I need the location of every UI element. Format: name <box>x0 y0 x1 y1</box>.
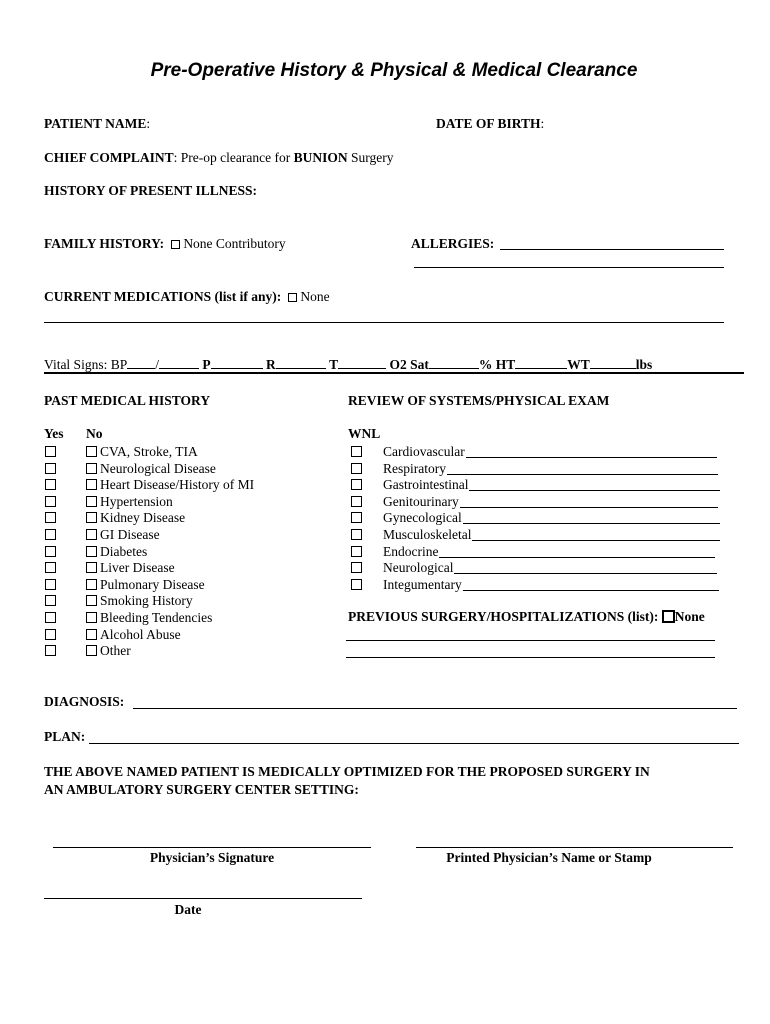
ros-notes-line[interactable] <box>439 557 715 558</box>
pmh-item-label: GI Disease <box>100 527 160 542</box>
page-title: Pre-Operative History & Physical & Medical Clearance <box>150 60 638 81</box>
ros-wnl-checkbox[interactable] <box>351 479 362 490</box>
ros-wnl-checkbox[interactable] <box>351 496 362 507</box>
temperature-label: T <box>329 357 339 372</box>
previous-surgery-option-label: None <box>674 609 705 624</box>
diagnosis-label: DIAGNOSIS: <box>44 694 125 709</box>
pmh-item-label: Bleeding Tendencies <box>100 610 213 625</box>
pmh-no-checkbox[interactable] <box>86 562 97 573</box>
pmh-no-checkbox[interactable] <box>86 479 97 490</box>
ros-wnl-checkbox[interactable] <box>351 446 362 457</box>
pmh-yes-checkbox[interactable] <box>45 595 56 606</box>
ros-notes-line[interactable] <box>466 457 717 458</box>
printed-name-line[interactable] <box>416 847 733 848</box>
printed-name-label: Printed Physician’s Name or Stamp <box>446 850 652 865</box>
height-field[interactable] <box>515 368 567 369</box>
weight-field[interactable] <box>590 368 636 369</box>
current-medications <box>44 289 330 305</box>
ros-wnl-checkbox[interactable] <box>351 463 362 474</box>
respiration-field[interactable] <box>276 368 326 369</box>
allergies-line-1[interactable] <box>500 249 724 250</box>
vital-signs-label: Vital Signs: <box>44 357 108 372</box>
previous-surgery-line-1[interactable] <box>346 640 715 641</box>
date-line[interactable] <box>44 898 362 899</box>
pmh-no-checkbox[interactable] <box>86 463 97 474</box>
ros-item-label: Genitourinary <box>383 494 459 509</box>
pmh-item-label: Hypertension <box>100 494 173 509</box>
medications-none-checkbox[interactable] <box>288 293 297 302</box>
pmh-yes-checkbox[interactable] <box>45 579 56 590</box>
pmh-item-label: CVA, Stroke, TIA <box>100 444 198 459</box>
pmh-yes-checkbox[interactable] <box>45 446 56 457</box>
pmh-item-label: Alcohol Abuse <box>100 627 181 642</box>
pmh-item-label: Pulmonary Disease <box>100 577 205 592</box>
temperature-field[interactable] <box>338 368 386 369</box>
chief-complaint: CHIEF COMPLAINT: Pre-op clearance for BUNION Surgery <box>44 150 394 165</box>
ros-item-label: Gynecological <box>383 510 462 525</box>
physician-signature-line[interactable] <box>53 847 371 848</box>
pmh-item-label: Kidney Disease <box>100 510 186 525</box>
pulse-label: P <box>202 357 211 372</box>
family-history-none-checkbox[interactable] <box>171 240 180 249</box>
date-of-birth-label: DATE OF BIRTH <box>436 116 541 131</box>
pmh-item-label: Smoking History <box>100 593 193 608</box>
family-history-label: FAMILY HISTORY: <box>44 236 165 251</box>
ros-item-label: Cardiovascular <box>383 444 465 459</box>
ros-wnl-checkbox[interactable] <box>351 512 362 523</box>
clearance-statement-line-1: THE ABOVE NAMED PATIENT IS MEDICALLY OPTIMIZED FOR THE PROPOSED SURGERY IN <box>44 764 650 779</box>
medications-line[interactable] <box>44 322 724 323</box>
ros-wnl-checkbox[interactable] <box>351 546 362 557</box>
ros-notes-line[interactable] <box>463 523 720 524</box>
pmh-yes-checkbox[interactable] <box>45 479 56 490</box>
wnl-column-header: WNL <box>348 426 381 441</box>
pmh-no-checkbox[interactable] <box>86 546 97 557</box>
lbs-label: lbs <box>635 357 653 372</box>
pmh-yes-checkbox[interactable] <box>45 562 56 573</box>
ros-notes-line[interactable] <box>447 474 718 475</box>
pmh-no-checkbox[interactable] <box>86 579 97 590</box>
previous-surgery-line-2[interactable] <box>346 657 715 658</box>
ros-notes-line[interactable] <box>463 590 719 591</box>
chief-complaint-procedure: BUNION <box>293 150 348 165</box>
ros-wnl-checkbox[interactable] <box>351 529 362 540</box>
pmh-yes-checkbox[interactable] <box>45 496 56 507</box>
history-present-illness-label: HISTORY OF PRESENT ILLNESS: <box>44 183 257 198</box>
no-column-header: No <box>86 426 103 441</box>
physician-signature-label: Physician’s Signature <box>149 850 275 865</box>
ros-wnl-checkbox[interactable] <box>351 562 362 573</box>
height-label: HT <box>495 357 516 372</box>
respiration-label: R <box>265 357 276 372</box>
review-of-systems-heading: REVIEW OF SYSTEMS/PHYSICAL EXAM <box>348 393 610 408</box>
vital-signs-row: Vital Signs: BP / P R T O2 Sat % HT WT lbs <box>44 357 653 372</box>
ros-notes-line[interactable] <box>460 507 718 508</box>
o2-sat-field[interactable] <box>429 368 479 369</box>
bp-diastolic-field[interactable] <box>159 368 199 369</box>
previous-surgery-label: PREVIOUS SURGERY/HOSPITALIZATIONS (list): <box>348 609 659 624</box>
chief-complaint-label: CHIEF COMPLAINT <box>44 150 174 165</box>
past-medical-history-heading: PAST MEDICAL HISTORY <box>44 393 211 408</box>
pmh-no-checkbox[interactable] <box>86 612 97 623</box>
ros-item-label: Gastrointestinal <box>383 477 469 492</box>
plan-label: PLAN: <box>44 729 86 744</box>
pmh-no-checkbox[interactable] <box>86 512 97 523</box>
pmh-yes-checkbox[interactable] <box>45 463 56 474</box>
pmh-yes-checkbox[interactable] <box>45 529 56 540</box>
yes-column-header: Yes <box>44 426 64 441</box>
ros-item-label: Respiratory <box>383 461 446 476</box>
pmh-item-label: Liver Disease <box>100 560 175 575</box>
ros-item-label: Musculoskeletal <box>383 527 472 542</box>
date-label: Date <box>174 902 202 917</box>
pmh-no-checkbox[interactable] <box>86 645 97 656</box>
pmh-item-label: Heart Disease/History of MI <box>100 477 255 492</box>
pmh-item-label: Diabetes <box>100 544 148 559</box>
pmh-yes-checkbox[interactable] <box>45 512 56 523</box>
pmh-no-checkbox[interactable] <box>86 595 97 606</box>
pmh-no-checkbox[interactable] <box>86 496 97 507</box>
patient-name-field[interactable]: PATIENT NAME: <box>44 116 151 131</box>
ros-item-label: Neurological <box>383 560 454 575</box>
ros-notes-line[interactable] <box>469 490 720 491</box>
bp-label: BP <box>110 357 128 372</box>
family-history <box>44 236 286 252</box>
current-medications-label: CURRENT MEDICATIONS (list if any): <box>44 289 282 304</box>
ros-item-label: Integumentary <box>383 577 462 592</box>
pmh-yes-checkbox[interactable] <box>45 546 56 557</box>
pmh-no-checkbox[interactable] <box>86 446 97 457</box>
pmh-item-label: Other <box>100 643 131 658</box>
patient-name-label: PATIENT NAME <box>44 116 147 131</box>
percent-label: % <box>478 357 493 372</box>
ros-wnl-checkbox[interactable] <box>351 579 362 590</box>
medications-option-label: None <box>300 289 330 304</box>
family-history-option-label: None Contributory <box>183 236 286 251</box>
allergies-line-2[interactable] <box>414 267 724 268</box>
ros-item-label: Endocrine <box>383 544 439 559</box>
chief-complaint-suffix: Surgery <box>347 150 394 165</box>
chief-complaint-prefix: Pre-op clearance for <box>180 150 294 165</box>
date-of-birth-field[interactable]: DATE OF BIRTH: <box>436 116 545 131</box>
pmh-no-checkbox[interactable] <box>86 529 97 540</box>
o2-sat-label: O2 Sat <box>389 357 429 372</box>
allergies-label: ALLERGIES: <box>411 236 495 251</box>
bp-systolic-field[interactable] <box>127 368 155 369</box>
previous-surgery <box>348 609 705 625</box>
vitals-divider <box>44 372 744 374</box>
pmh-yes-checkbox[interactable] <box>45 612 56 623</box>
diagnosis-line[interactable] <box>133 708 737 709</box>
pmh-yes-checkbox[interactable] <box>45 645 56 656</box>
clearance-statement-line-2: AN AMBULATORY SURGERY CENTER SETTING: <box>44 782 359 797</box>
pmh-item-label: Neurological Disease <box>100 461 216 476</box>
plan-line[interactable] <box>89 743 739 744</box>
weight-label: WT <box>567 357 590 372</box>
pmh-yes-checkbox[interactable] <box>45 629 56 640</box>
pulse-field[interactable] <box>211 368 263 369</box>
pmh-no-checkbox[interactable] <box>86 629 97 640</box>
ros-notes-line[interactable] <box>472 540 720 541</box>
ros-notes-line[interactable] <box>454 573 717 574</box>
previous-surgery-none-checkbox[interactable] <box>662 610 675 623</box>
